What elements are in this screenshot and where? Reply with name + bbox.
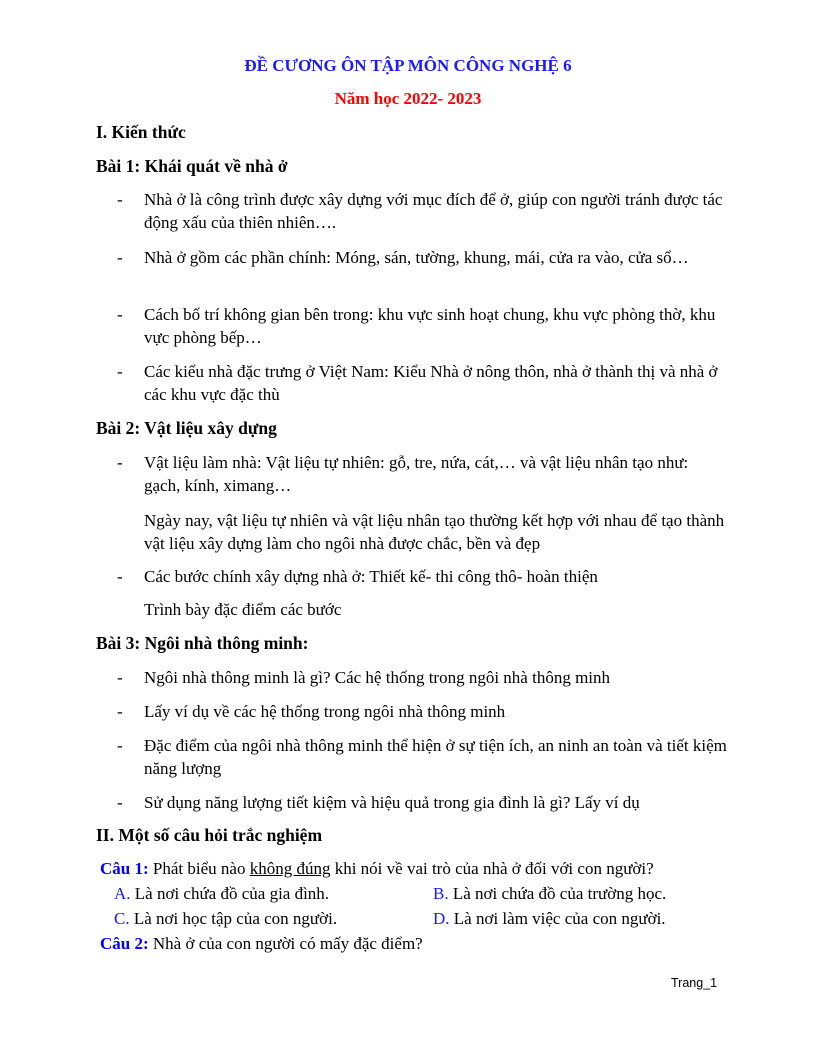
option-letter: B. — [433, 884, 449, 903]
question-number: Câu 2: — [100, 934, 149, 953]
bullet-dash: - — [117, 305, 123, 324]
option-letter: C. — [114, 909, 130, 928]
school-year: Năm học 2022- 2023 — [334, 89, 482, 108]
bullet-dash: - — [117, 453, 123, 472]
question-2 — [100, 934, 423, 954]
list-item — [117, 791, 727, 814]
bullet-dash: - — [117, 668, 123, 687]
option-b — [433, 884, 666, 904]
list-item — [117, 360, 727, 406]
section-heading-knowledge: I. Kiến thức — [96, 122, 186, 142]
section-heading-quiz: II. Một số câu hỏi trắc nghiệm — [96, 825, 323, 845]
option-text: Là nơi chứa đồ của gia đình. — [134, 884, 330, 903]
list-item-text: Nhà ở là công trình được xây dựng với mục đích để ở, giúp con người tránh được tác động xấu của thiên nhiên…. — [144, 190, 723, 232]
paragraph: Trình bày đặc điểm các bước — [144, 600, 342, 619]
question-text: khi nói về vai trò của nhà ở đối với con người? — [334, 859, 654, 878]
list-item — [117, 246, 727, 269]
list-item-text: Các kiểu nhà đặc trưng ở Việt Nam: Kiểu Nhà ở nông thôn, nhà ở thành thị và nhà ở các khu vực đặc thù — [144, 362, 718, 404]
document-title: ĐỀ CƯƠNG ÔN TẬP MÔN CÔNG NGHỆ 6 — [244, 56, 572, 75]
bullet-dash: - — [117, 793, 123, 812]
option-text: Là nơi chứa đồ của trường học. — [452, 884, 667, 903]
question-text-underlined: không đúng — [249, 859, 331, 878]
list-item-text: Các bước chính xây dựng nhà ở: Thiết kế- thi công thô- hoàn thiện — [144, 567, 598, 586]
option-d — [433, 909, 666, 929]
list-item-text: Cách bố trí không gian bên trong: khu vực sinh hoạt chung, khu vực phòng thờ, khu vực phòng bếp… — [144, 305, 716, 347]
lesson-1-heading: Bài 1: Khái quát về nhà ở — [96, 156, 288, 176]
list-item — [117, 188, 727, 234]
list-item-text: Ngôi nhà thông minh là gì? Các hệ thống trong ngôi nhà thông minh — [144, 668, 611, 687]
list-item — [117, 451, 727, 497]
list-item — [117, 303, 727, 349]
list-item — [117, 700, 727, 723]
question-number: Câu 1: — [100, 859, 149, 878]
list-item — [117, 666, 727, 689]
list-item — [117, 734, 727, 780]
option-letter: A. — [114, 884, 131, 903]
page-number: Trang_1 — [671, 976, 718, 990]
bullet-dash: - — [117, 362, 123, 381]
option-a — [114, 884, 329, 904]
option-text: Là nơi học tập của con người. — [133, 909, 338, 928]
bullet-dash: - — [117, 190, 123, 209]
bullet-dash: - — [117, 736, 123, 755]
option-c — [114, 909, 337, 929]
paragraph: Ngày nay, vật liệu tự nhiên và vật liệu nhân tạo thường kết hợp với nhau để tạo thành vật liệu xây dựng làm cho ngôi nhà được chắc, bền và đẹp — [144, 511, 725, 553]
list-item — [117, 565, 727, 588]
bullet-dash: - — [117, 702, 123, 721]
list-item-text: Sử dụng năng lượng tiết kiệm và hiệu quả trong gia đình là gì? Lấy ví dụ — [144, 793, 640, 812]
lesson-2-heading: Bài 2: Vật liệu xây dựng — [96, 418, 277, 438]
question-text: Phát biểu nào — [152, 859, 246, 878]
list-item-text: Vật liệu làm nhà: Vật liệu tự nhiên: gỗ, tre, nứa, cát,… và vật liệu nhân tạo như: gạch, kính, ximang… — [144, 453, 689, 495]
question-1 — [100, 859, 654, 879]
bullet-dash: - — [117, 248, 123, 267]
question-text: Nhà ở của con người có mấy đặc điểm? — [152, 934, 423, 953]
bullet-dash: - — [117, 567, 123, 586]
list-item-text: Đặc điểm của ngôi nhà thông minh thể hiện ở sự tiện ích, an ninh an toàn và tiết kiệm năng lượng — [144, 736, 727, 778]
option-text: Là nơi làm việc của con người. — [453, 909, 666, 928]
list-item-text: Lấy ví dụ về các hệ thống trong ngôi nhà thông minh — [144, 702, 506, 721]
list-item-text: Nhà ở gồm các phần chính: Móng, sán, tường, khung, mái, cửa ra vào, cửa sổ… — [144, 248, 689, 267]
option-letter: D. — [433, 909, 450, 928]
lesson-3-heading: Bài 3: Ngôi nhà thông minh: — [96, 633, 309, 653]
